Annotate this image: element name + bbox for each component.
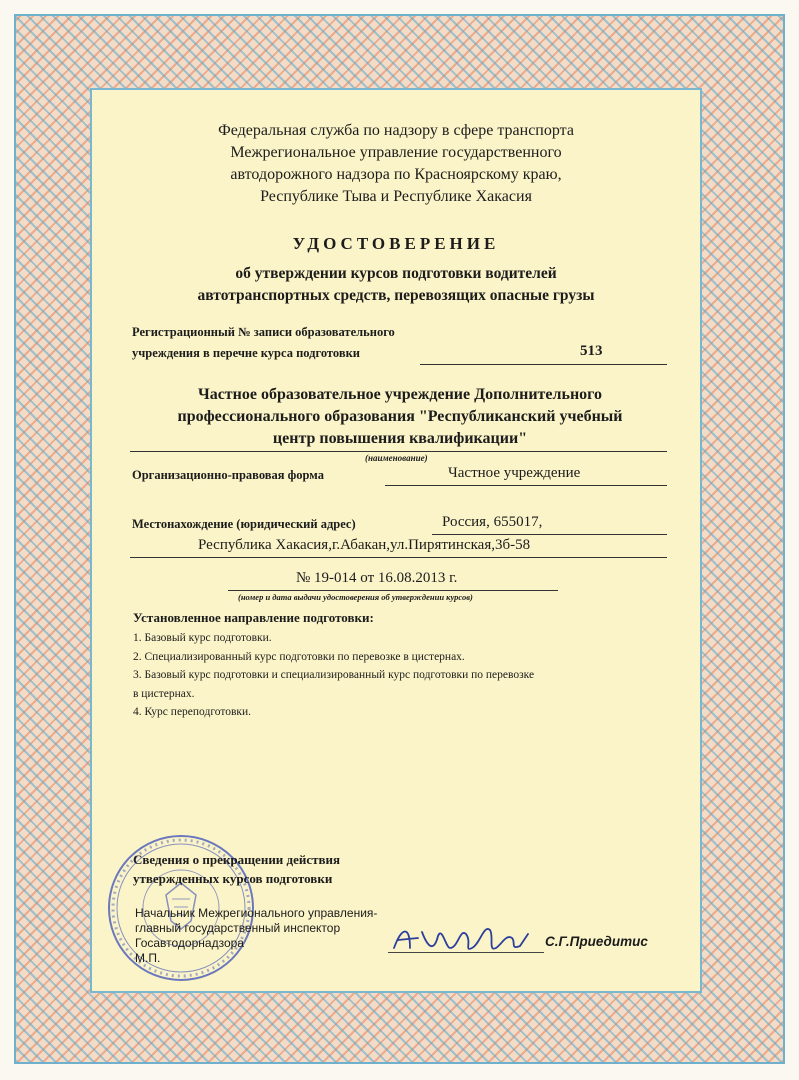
- registration-label-line-1: Регистрационный № записи образовательного: [132, 325, 395, 339]
- organization-line-1: Частное образовательное учреждение Дополнительного: [197, 386, 603, 403]
- issuer-line-2: Межрегиональное управление государственного: [230, 144, 562, 161]
- direction-list: [133, 629, 534, 722]
- direction-item-1: 1. Базовый курс подготовки.: [133, 632, 272, 644]
- issuer-line-1: Федеральная служба по надзору в сфере транспорта: [218, 122, 574, 139]
- signatory-name: С.Г.Приедитис: [545, 934, 648, 949]
- issuer-line-3: автодорожного надзора по Красноярскому краю,: [230, 166, 562, 183]
- legal-form-label: Организационно-правовая форма: [132, 468, 324, 482]
- issuer-line-4: Республике Тыва и Республике Хакасия: [260, 188, 532, 205]
- signature-line: [388, 952, 544, 953]
- organization-line-3: центр повышения квалификации": [272, 430, 528, 447]
- direction-item-3-line-2: в цистернах.: [133, 687, 195, 700]
- signatory-line-1: Начальник Межрегионального управления-: [135, 906, 378, 920]
- organization-line-2: профессионального образования "Республиканский учебный: [177, 408, 623, 425]
- direction-heading: Установленное направление подготовки:: [133, 610, 374, 625]
- document-subtitle: [90, 263, 702, 307]
- address-underline-2: [130, 557, 667, 558]
- signatory-mp: М.П.: [135, 951, 161, 965]
- direction-item-4: 4. Курс переподготовки.: [133, 706, 252, 718]
- signature-scribble: [388, 918, 548, 964]
- organization-underline: [130, 451, 667, 452]
- address-label: Местонахождение (юридический адрес): [132, 517, 356, 531]
- signatory-block: [135, 906, 377, 966]
- termination-line-2: утвержденных курсов подготовки: [133, 871, 333, 886]
- legal-form-underline: [385, 485, 667, 486]
- termination-block: [133, 850, 340, 888]
- address-value-line-2: Республика Хакасия,г.Абакан,ул.Пирятинская,3б-58: [198, 537, 531, 553]
- address-underline-1: [432, 534, 667, 535]
- termination-line-1: Сведения о прекращении действия: [133, 852, 341, 867]
- organization-name: [100, 384, 700, 450]
- direction-item-2: 2. Специализированный курс подготовки по перевозке в цистернах.: [133, 650, 465, 663]
- certificate-number: № 19-014 от 16.08.2013 г.: [296, 570, 458, 586]
- registration-label-line-2: учреждения в перечне курса подготовки: [132, 346, 361, 360]
- organization-caption: (наименование): [365, 453, 428, 463]
- signatory-line-2: главный государственный инспектор: [135, 921, 341, 935]
- certificate-caption: (номер и дата выдачи удостоверения об утверждении курсов): [238, 592, 473, 602]
- address-value-line-1: Россия, 655017,: [442, 514, 543, 530]
- certificate-underline: [228, 590, 558, 591]
- subtitle-line-2: автотранспортных средств, перевозящих опасные грузы: [197, 287, 595, 304]
- document-title: УДОСТОВЕРЕНИЕ: [292, 234, 500, 253]
- direction-item-3-line-1: 3. Базовый курс подготовки и специализированный курс подготовки по перевозке: [133, 669, 535, 681]
- registration-label: [132, 322, 395, 364]
- registration-number: 513: [580, 343, 603, 359]
- issuer-header: [90, 120, 702, 208]
- subtitle-line-1: об утверждении курсов подготовки водителей: [235, 265, 557, 282]
- legal-form-value: Частное учреждение: [448, 465, 581, 481]
- signatory-line-3: Госавтодорнадзора: [135, 936, 244, 950]
- registration-underline: [420, 364, 667, 365]
